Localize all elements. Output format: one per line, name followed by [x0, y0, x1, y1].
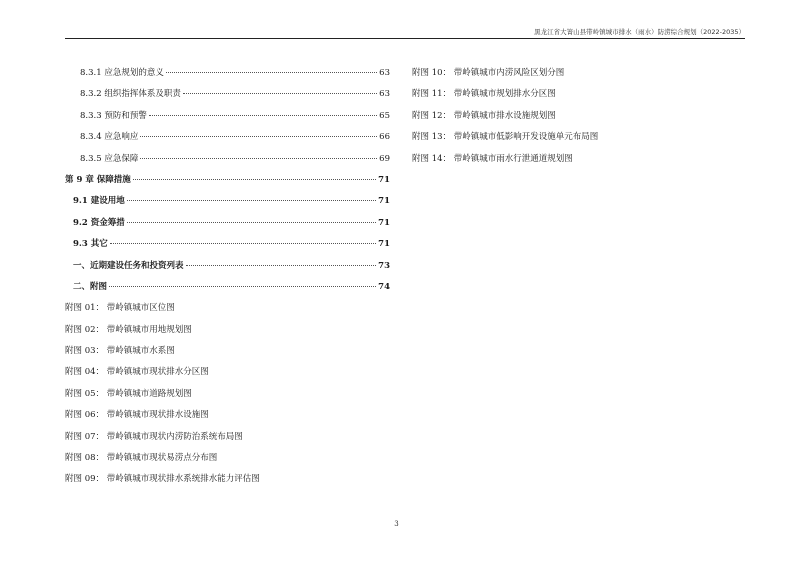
- page-number: 3: [394, 520, 399, 528]
- toc-heading-entry[interactable]: [65, 259, 390, 280]
- appendix-figure-item: 附图 02： 带岭镇城市用地规划图: [65, 324, 192, 335]
- toc-entry-page: 66: [379, 132, 390, 143]
- appendix-figure-item: 附图 07： 带岭镇城市现状内涝防治系统布局图: [65, 431, 243, 442]
- toc-entry-page: 69: [379, 153, 390, 164]
- appendix-figure-item: 附图 03： 带岭镇城市水系图: [65, 346, 175, 357]
- appendix-figure-item: 附图 14： 带岭镇城市雨水行泄通道规划图: [412, 153, 573, 164]
- toc-entry-label: 一、近期建设任务和投资列表: [73, 260, 184, 271]
- toc-entry-page: 71: [378, 174, 390, 185]
- toc-entry[interactable]: [65, 152, 390, 173]
- toc-section-entry[interactable]: [65, 237, 390, 258]
- toc-entry-page: 63: [379, 68, 390, 78]
- toc-entry-page: 65: [379, 110, 390, 121]
- toc-entry-label: 8.3.4 应急响应: [80, 132, 139, 143]
- header-rule: [65, 38, 745, 39]
- toc-leader: [110, 243, 376, 244]
- toc-entry-label: 二、附图: [73, 281, 108, 292]
- toc-chapter-entry[interactable]: [65, 173, 390, 194]
- toc-entry-label: 9.1 建设用地: [73, 196, 125, 207]
- toc-entry-label: 8.3.3 预防和预警: [80, 110, 147, 121]
- toc-leader: [133, 179, 376, 180]
- toc-entry-page: 74: [378, 281, 390, 292]
- appendix-figure-item: 附图 09： 带岭镇城市现状排水系统排水能力评估图: [65, 474, 260, 485]
- appendix-figure-item: 附图 11： 带岭镇城市规划排水分区图: [412, 89, 556, 100]
- appendix-figure-item: 附图 04： 带岭镇城市现状排水分区图: [65, 367, 209, 378]
- toc-entry-label: 8.3.1 应急规划的意义: [80, 68, 164, 78]
- toc-leader: [149, 115, 377, 116]
- toc-entry-page: 71: [378, 217, 390, 228]
- toc-entry-page: 63: [379, 89, 390, 100]
- toc-left-column: [65, 66, 390, 494]
- appendix-right-column: [412, 66, 742, 173]
- appendix-figure-item: 附图 08： 带岭镇城市现状易涝点分布图: [65, 453, 218, 464]
- appendix-figure-item: 附图 06： 带岭镇城市现状排水设施图: [65, 410, 209, 421]
- appendix-figure-item: 附图 05： 带岭镇城市道路规划图: [65, 388, 192, 399]
- toc-entry-page: 73: [378, 260, 390, 271]
- toc-entry-page: 71: [378, 196, 390, 207]
- toc-leader: [140, 158, 377, 159]
- appendix-figure-item: 附图 12： 带岭镇城市排水设施规划图: [412, 110, 556, 121]
- toc-entry[interactable]: [65, 66, 390, 87]
- toc-entry[interactable]: [65, 87, 390, 108]
- toc-leader: [127, 222, 376, 223]
- toc-entry[interactable]: [65, 109, 390, 130]
- toc-leader: [140, 136, 377, 137]
- toc-entry-page: 71: [378, 239, 390, 250]
- toc-section-entry[interactable]: [65, 194, 390, 215]
- toc-entry-label: 第 9 章 保障措施: [65, 174, 131, 185]
- toc-section-entry[interactable]: [65, 216, 390, 237]
- toc-heading-entry[interactable]: [65, 280, 390, 301]
- toc-leader: [127, 200, 376, 201]
- toc-leader: [186, 265, 377, 266]
- toc-entry-label: 8.3.5 应急保障: [80, 153, 139, 164]
- toc-entry-label: 9.3 其它: [73, 239, 108, 250]
- appendix-figure-item: 附图 10： 带岭镇城市内涝风险区划分图: [412, 68, 565, 78]
- toc-leader: [109, 286, 376, 287]
- toc-entry-label: 9.2 资金筹措: [73, 217, 125, 228]
- appendix-figure-item: 附图 13： 带岭镇城市低影响开发设施单元布局图: [412, 132, 599, 143]
- toc-entry[interactable]: [65, 130, 390, 151]
- toc-leader: [183, 93, 377, 94]
- appendix-figure-item: 附图 01： 带岭镇城市区位图: [65, 303, 175, 314]
- toc-entry-label: 8.3.2 组织指挥体系及职责: [80, 89, 181, 100]
- toc-leader: [166, 72, 377, 73]
- running-header: 黑龙江省大箐山县带岭镇城市排水（雨水）防涝综合规划（2022-2035）: [534, 28, 745, 36]
